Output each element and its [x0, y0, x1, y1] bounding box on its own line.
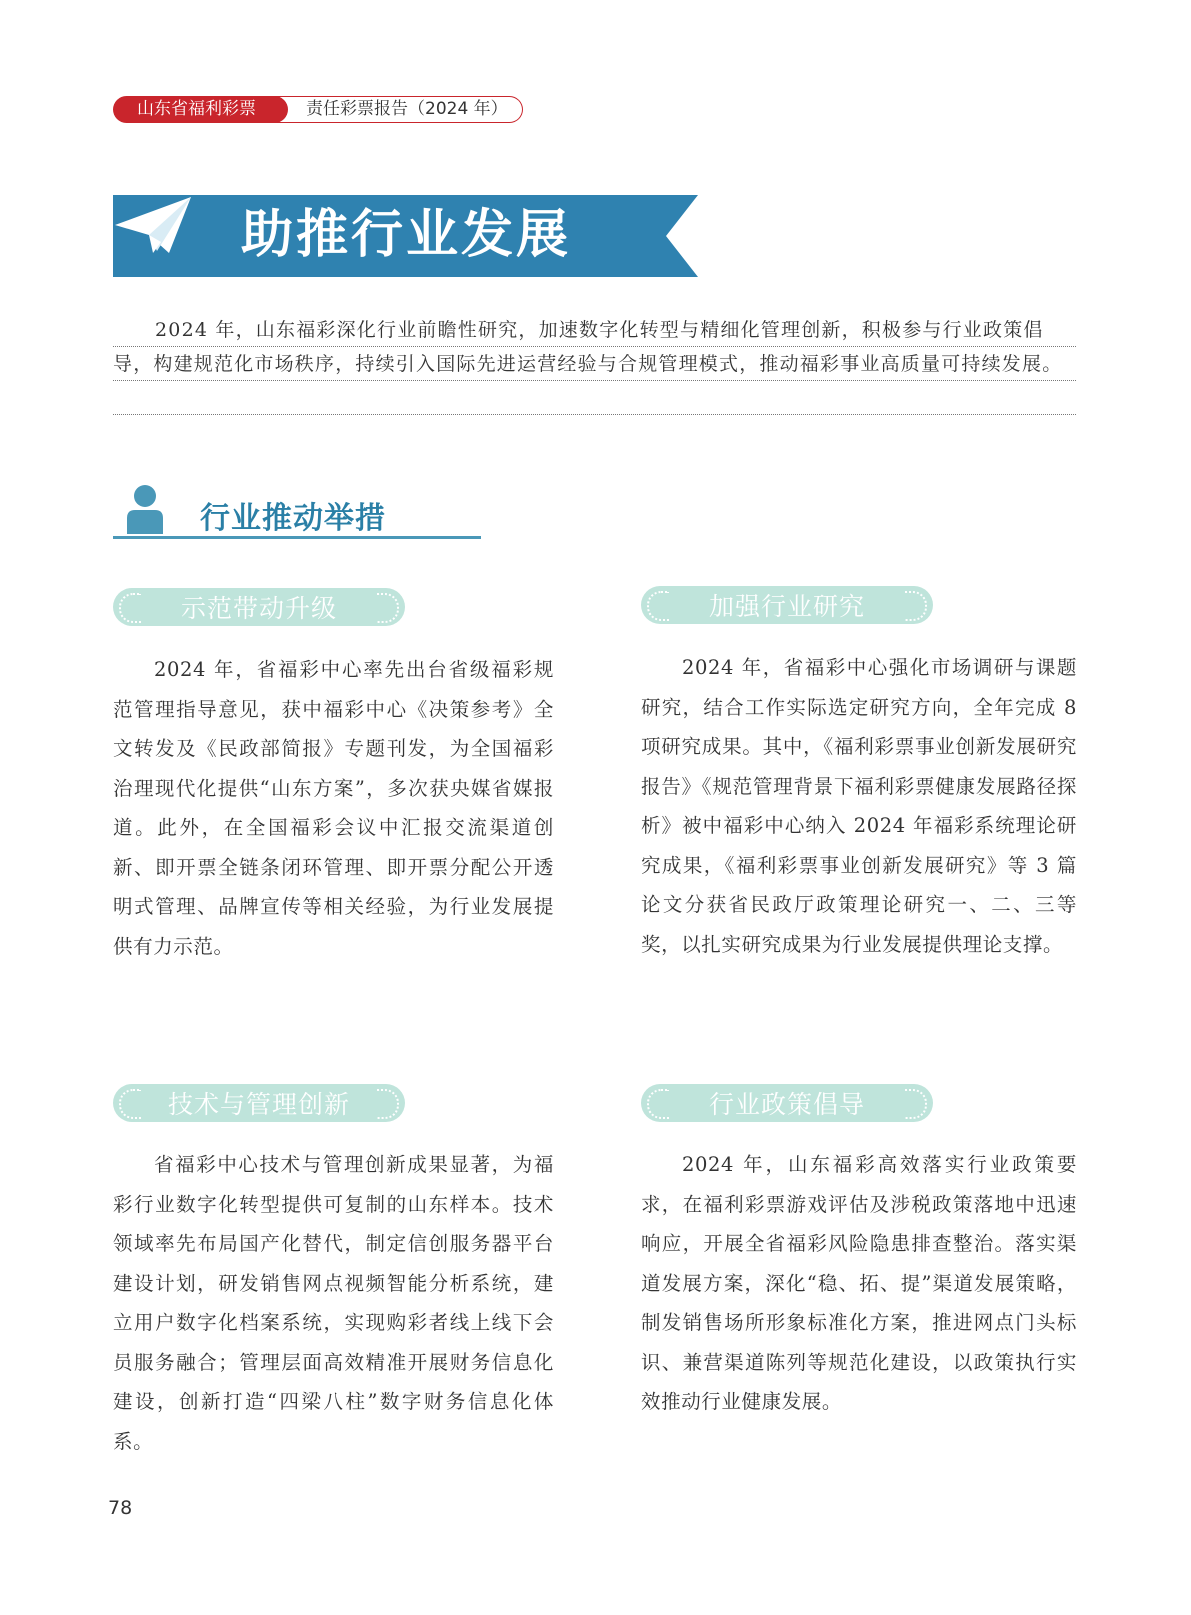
block-3-paragraph: 省福彩中心技术与管理创新成果显著，为福彩行业数字化转型提供可复制的山东样本。技术领域率先布局国产化替代，制定信创服务器平台建设计划，研发销售网点视频智能分析系统，建立用户数字化档案系统，实现购彩者线上线下会员服务融合；管理层面高效精准开展财务信息化建设，创新打造“四梁八柱”数字财务信息化体系。	[113, 1153, 554, 1453]
heading-pill-4	[641, 1084, 933, 1122]
heading-pill-1	[113, 588, 405, 626]
block-1-paragraph: 2024 年，省福彩中心率先出台省级福彩规范管理指导意见，获中福彩中心《决策参考》全文转发及《民政部简报》专题刊发，为全国福彩治理现代化提供“山东方案”，多次获央媒省媒报道。此外，在全国福彩会议中汇报交流渠道创新、即开票全链条闭环管理、即开票分配公开透明式管理、品牌宣传等相关经验，为行业发展提供有力示范。	[113, 658, 554, 958]
header-org-label: 山东省福利彩票	[113, 96, 278, 123]
block-2-paragraph: 2024 年，省福彩中心强化市场调研与课题研究，结合工作实际选定研究方向，全年完成 8 项研究成果。其中，《福利彩票事业创新发展研究报告》《规范管理背景下福利彩票健康发展路径探析》被中福彩中心纳入 2024 年福彩系统理论研究成果，《福利彩票事业创新发展研究》等 3 篇论文分获省民政厅政策理论研究一、二、三等奖，以扎实研究成果为行业发展提供理论支撑。	[641, 656, 1077, 956]
chapter-banner	[113, 195, 698, 277]
heading-pill-3	[113, 1084, 405, 1122]
section-underline	[113, 536, 481, 539]
running-header	[113, 96, 523, 123]
paper-plane-icon	[113, 195, 193, 255]
person-icon	[125, 484, 165, 534]
heading-2-label: 加强行业研究	[708, 592, 865, 621]
chapter-title: 助推行业发展	[241, 205, 572, 265]
header-report-label: 责任彩票报告（2024 年）	[278, 96, 523, 123]
heading-4-label: 行业政策倡导	[708, 1090, 865, 1119]
heading-1-label: 示范带动升级	[180, 594, 337, 623]
section-title: 行业推动举措	[200, 501, 386, 536]
heading-3-label: 技术与管理创新	[167, 1090, 350, 1119]
intro-paragraph: 2024 年，山东福彩深化行业前瞻性研究，加速数字化转型与精细化管理创新，积极参与行业政策倡导，构建规范化市场秩序，持续引入国际先进运营经验与合规管理模式，推动福彩事业高质量可持续发展。	[113, 319, 1063, 375]
block-4-paragraph: 2024 年，山东福彩高效落实行业政策要求，在福利彩票游戏评估及涉税政策落地中迅速响应，开展全省福彩风险隐患排查整治。落实渠道发展方案，深化“稳、拓、提”渠道发展策略，制发销售场所形象标准化方案，推进网点门头标识、兼营渠道陈列等规范化建设，以政策执行实效推动行业健康发展。	[641, 1153, 1077, 1413]
page-number: 78	[108, 1497, 133, 1519]
heading-pill-2	[641, 586, 933, 624]
